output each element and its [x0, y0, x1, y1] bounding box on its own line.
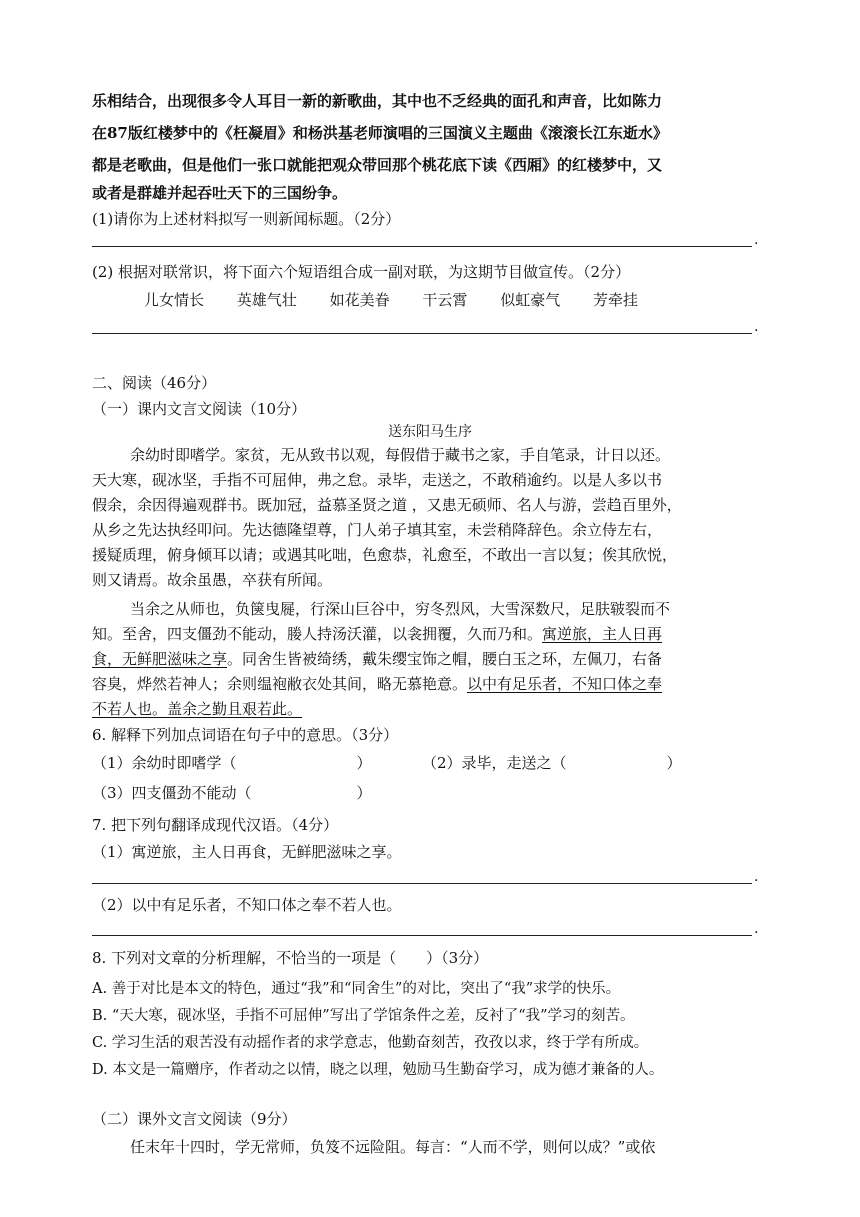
option-b[interactable]: B. “天大寒，砚冰坚，手指不可屈伸”写出了学馆条件之差，反衬了“我”学习的刻苦。: [92, 1008, 635, 1024]
period-mark: .: [754, 869, 759, 885]
underlined-sentence: 食，无鲜肥滋味之享: [92, 650, 228, 668]
question-2: (2) 根据对联常识，将下面六个短语组合成一副对联，为这期节目做宣传。（2分）: [92, 263, 631, 281]
passage-line: 假余，余因得遍观群书。既加冠，益慕圣贤之道 ，又患无硕师、名人与游，尝趋百里外，: [92, 496, 682, 514]
passage-line: [92, 648, 662, 669]
passage-line: 任末年十四时，学无常师，负笈不远险阻。每言：“人而不学，则何以成？”或依: [130, 1138, 656, 1156]
phrase-item: 英雄气壮: [236, 291, 297, 309]
passage-line: 援疑质理，俯身倾耳以请；或遇其叱咄，色愈恭，礼愈至，不敢出一言以复；俟其欣悦，: [92, 546, 678, 564]
passage-line: [92, 623, 662, 644]
question-1: (1)请你为上述材料拟写一则新闻标题。（2分）: [92, 210, 401, 228]
passage-line: 则又请焉。故余虽愚，卒获有所闻。: [92, 571, 333, 589]
passage-text: 。同舍生皆被绮绣，戴朱缨宝饰之帽，腰白玉之环，左佩刀，右备: [227, 650, 663, 668]
option-d[interactable]: D. 本文是一篇赠序，作者动之以情，晓之以理，勉励马生勤奋学习，成为德才兼备的人。: [92, 1062, 664, 1078]
subsection-heading: （一）课内文言文阅读（10分）: [92, 400, 307, 418]
intro-line: 或者是群雄并起吞吐天下的三国纷争。: [92, 184, 348, 202]
phrase-item: 干云霄: [422, 291, 468, 309]
question-6-item-3: （3）四支僵劲不能动（ ）: [92, 784, 372, 802]
passage-text: 容臭，烨然若神人；余则缊袍敝衣处其间，略无慕艳意。: [92, 675, 468, 693]
option-c[interactable]: C. 学习生活的艰苦没有动摇作者的求学意志，他勤奋刻苦，孜孜以求，终于学有所成。: [92, 1035, 649, 1051]
intro-line: 在87版红楼梦中的《枉凝眉》和杨洪基老师演唱的三国演义主题曲《滚滚长江东逝水》: [92, 124, 668, 142]
answer-line[interactable]: [92, 883, 752, 884]
intro-line: 乐相结合，出现很多令人耳目一新的新歌曲，其中也不乏经典的面孔和声音，比如陈力: [92, 92, 663, 110]
passage-text: 知。至舍，四支僵劲不能动，媵人持汤沃灌，以衾拥覆，久而乃和。: [92, 625, 543, 643]
phrase-item: 芳牵挂: [592, 291, 638, 309]
subsection-heading: （二）课外文言文阅读（9分）: [92, 1110, 297, 1128]
option-a[interactable]: A. 善于对比是本文的特色，通过“我”和“同舍生”的对比，突出了“我”求学的快乐。: [92, 981, 621, 997]
question-7-item-2: （2）以中有足乐者，不知口体之奉不若人也。: [92, 896, 402, 914]
section-heading: 二、阅读（46分）: [92, 374, 217, 392]
passage-line: 余幼时即嗜学。家贫，无从致书以观，每假借于藏书之家，手自笔录，计日以还。: [130, 446, 671, 464]
phrase-list: [144, 289, 666, 310]
answer-line[interactable]: [92, 935, 752, 936]
question-7: 7. 把下列句翻译成现代汉语。（4分）: [92, 816, 339, 834]
passage-line: 天大寒，砚冰坚，手指不可屈伸，弗之怠。录毕，走送之，不敢稍逾约。以是人多以书: [92, 471, 663, 489]
question-6-item-1: （1）余幼时即嗜学（ ）: [92, 754, 372, 772]
answer-line[interactable]: [92, 333, 752, 334]
underlined-sentence: 以中有足乐者，不知口体之奉: [467, 675, 663, 693]
phrase-item: 如花美眷: [329, 291, 390, 309]
passage-line: [92, 673, 662, 694]
underlined-sentence: 不若人也。盖余之勤且艰若此。: [92, 700, 303, 718]
passage-title: 送东阳马生序: [388, 424, 472, 440]
passage-line: 当余之从师也，负箧曳屣，行深山巨谷中，穷冬烈风，大雪深数尺，足肤皲裂而不: [130, 600, 671, 618]
question-6: 6. 解释下列加点词语在句子中的意思。（3分）: [92, 726, 399, 744]
period-mark: .: [754, 232, 759, 248]
phrase-item: 似虹豪气: [500, 291, 561, 309]
passage-line: 从乡之先达执经叩问。先达德隆望尊，门人弟子填其室，未尝稍降辞色。余立侍左右，: [92, 521, 663, 539]
intro-line: 都是老歌曲，但是他们一张口就能把观众带回那个桃花底下读《西厢》的红楼梦中，又: [92, 156, 663, 174]
phrase-item: 儿女情长: [144, 291, 205, 309]
question-7-item-1: （1）寓逆旅，主人日再食，无鲜肥滋味之享。: [92, 843, 402, 861]
period-mark: .: [754, 319, 759, 335]
period-mark: .: [754, 921, 759, 937]
underlined-sentence: 寓逆旅，主人日再: [542, 625, 663, 643]
question-8: 8. 下列对文章的分析理解，不恰当的一项是（ ）（3分）: [92, 949, 489, 967]
answer-line[interactable]: [92, 246, 752, 247]
question-6-item-2: （2）录毕，走送之（ ）: [422, 754, 682, 772]
